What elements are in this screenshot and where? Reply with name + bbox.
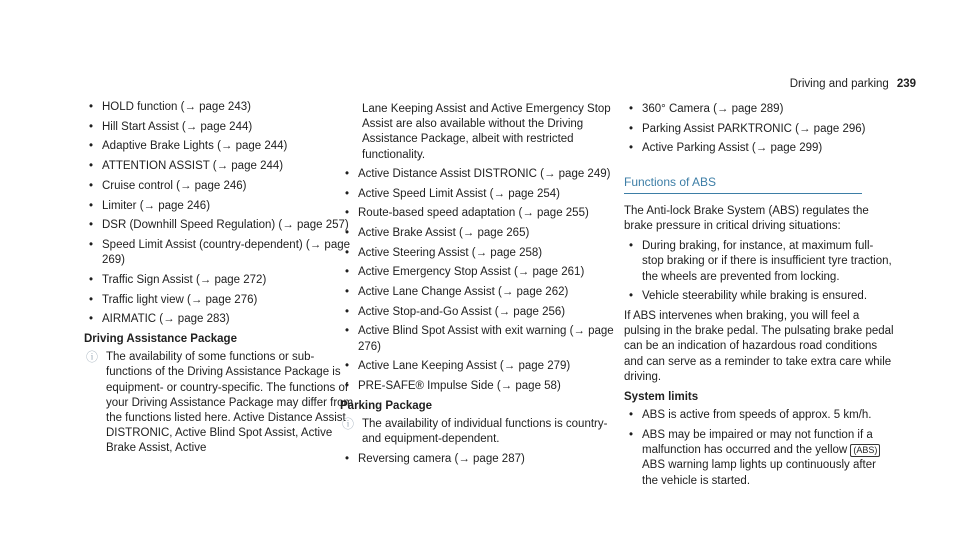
note — [340, 417, 615, 447]
list-item: • ATTENTION ASSIST (→ page 244) — [84, 159, 354, 174]
subheading-driving-assistance: Driving Assistance Package — [84, 332, 237, 345]
column-middle — [340, 102, 615, 472]
list-item: • Speed Limit Assist (country-dependent) (→ page 269) — [84, 238, 354, 268]
list-item: • Traffic light view (→ page 276) — [84, 293, 354, 308]
list-item: • Active Lane Change Assist (→ page 262) — [340, 285, 615, 300]
note — [84, 350, 354, 456]
list-item: • 360° Camera (→ page 289) — [624, 102, 894, 117]
list-item: • Active Lane Keeping Assist (→ page 279) — [340, 359, 615, 374]
list-item: • Active Distance Assist DISTRONIC (→ page 249) — [340, 167, 615, 182]
list-item: • Hill Start Assist (→ page 244) — [84, 120, 354, 135]
list-item: • Active Speed Limit Assist (→ page 254) — [340, 187, 615, 202]
list-item: • Active Parking Assist (→ page 299) — [624, 141, 894, 156]
list-item: • PRE-SAFE® Impulse Side (→ page 58) — [340, 379, 615, 394]
note-text: The availability of individual functions is country- and equipment-dependent. — [362, 417, 608, 446]
list-item — [624, 428, 894, 489]
list-item: • Active Brake Assist (→ page 265) — [340, 226, 615, 241]
list-item: • Reversing camera (→ page 287) — [340, 452, 615, 467]
list-item: • Active Blind Spot Assist with exit warning (→ page 276) — [340, 324, 615, 354]
list-item: • Traffic Sign Assist (→ page 272) — [84, 273, 354, 288]
abs-paragraph: If ABS intervenes when braking, you will feel a pulsing in the brake pedal. The pulsating brake pedal can be an indication of hazardous road conditions and can serve as a reminder to take extra care while driving. — [624, 310, 894, 383]
header-title: Driving and parking — [789, 78, 889, 90]
feature-list — [340, 167, 615, 394]
abs-list — [624, 239, 894, 304]
column-left — [84, 100, 354, 462]
parking-list — [340, 452, 615, 467]
feature-list — [84, 100, 354, 327]
list-item: • HOLD function (→ page 243) — [84, 100, 354, 115]
limits-list — [624, 408, 894, 489]
list-item: • Adaptive Brake Lights (→ page 244) — [84, 139, 354, 154]
list-item: • Vehicle steerability while braking is ensured. — [624, 289, 894, 304]
page-header — [790, 78, 916, 90]
feature-list — [624, 102, 894, 157]
list-item: • AIRMATIC (→ page 283) — [84, 312, 354, 327]
list-item: • Parking Assist PARKTRONIC (→ page 296) — [624, 122, 894, 137]
column-right — [624, 102, 894, 493]
note-text: The availability of some functions or sub-functions of the Driving Assistance Package is equipment- or country-specific. The functions of your Driving Assistance Package may differ from the functions listed here. Active Distance Assist DISTRONIC, Active Blind Spot Assist, Active Brake Assist, Active — [106, 351, 354, 455]
abs-warning-lamp-icon: (ABS) — [850, 444, 880, 457]
limits-text-a: ABS may be impaired or may not function if a malfunction has occurred and the yellow — [642, 428, 873, 457]
list-item: • Route-based speed adaptation (→ page 255) — [340, 206, 615, 221]
page-number: 239 — [896, 78, 916, 90]
subheading-system-limits: System limits — [624, 391, 699, 404]
info-icon: ⓘ — [86, 350, 99, 365]
section-title-abs: Functions of ABS — [624, 175, 862, 194]
list-item: • Active Steering Assist (→ page 258) — [340, 246, 615, 261]
info-icon: ⓘ — [342, 416, 355, 431]
subheading-parking-package: Parking Package — [340, 399, 433, 412]
note-continued: Lane Keeping Assist and Active Emergency Stop Assist are also available without the Driving Assistance Package, albeit with restricted functionality. — [362, 103, 611, 161]
abs-intro: The Anti-lock Brake System (ABS) regulates the brake pressure in critical driving situations: — [624, 204, 869, 233]
list-item: • DSR (Downhill Speed Regulation) (→ page 257) — [84, 218, 354, 233]
list-item: • ABS is active from speeds of approx. 5 km/h. — [624, 408, 894, 423]
list-item: • Active Emergency Stop Assist (→ page 261) — [340, 265, 615, 280]
list-item: • Cruise control (→ page 246) — [84, 179, 354, 194]
list-item: • Limiter (→ page 246) — [84, 199, 354, 214]
limits-text-b: ABS warning lamp lights up continuously after the vehicle is started. — [642, 459, 876, 487]
list-item: • Active Stop-and-Go Assist (→ page 256) — [340, 305, 615, 320]
list-item: • During braking, for instance, at maximum full-stop braking or if there is insufficient tyre traction, the wheels are prevented from locking. — [624, 239, 894, 285]
